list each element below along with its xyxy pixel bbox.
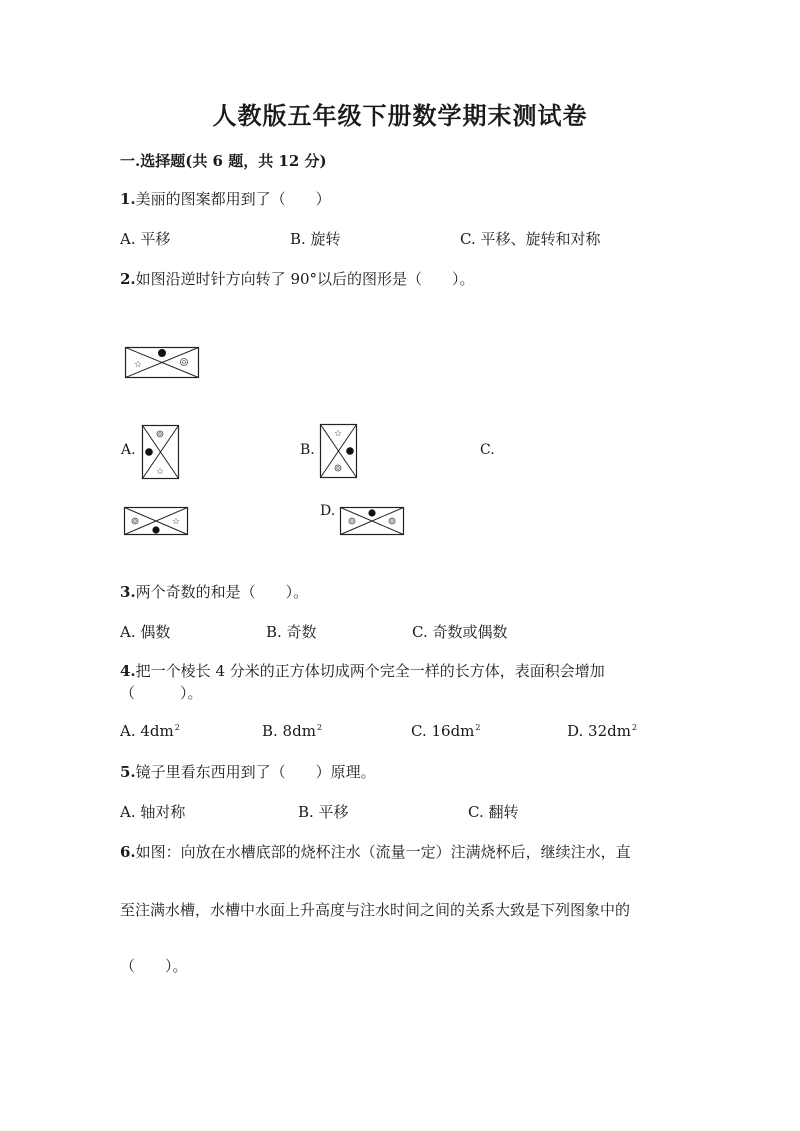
question-number: 5. bbox=[120, 763, 136, 781]
q5-option-c: C. 翻转 bbox=[468, 803, 519, 821]
q2-option-c-label: C. bbox=[480, 442, 495, 458]
q4-option-d: D. $32dm^2$ bbox=[567, 722, 638, 740]
unit-superscript: 2 bbox=[631, 723, 638, 732]
dotted-circle-icon bbox=[181, 359, 188, 366]
star-icon: ☆ bbox=[156, 467, 165, 477]
dotted-circle-icon bbox=[132, 518, 138, 524]
question-6-line-3: （ ）。 bbox=[120, 957, 188, 975]
q3-option-c: C. 奇数或偶数 bbox=[412, 623, 508, 641]
star-icon: ☆ bbox=[134, 360, 143, 370]
q4-option-a: A. $4dm^2$ bbox=[120, 722, 180, 740]
question-6 bbox=[120, 841, 631, 862]
q4-option-b: B. $8dm^2$ bbox=[262, 722, 323, 740]
dotted-circle-icon bbox=[389, 518, 395, 524]
section-heading: 一.选择题(共 6 题，共 12 分) bbox=[120, 152, 327, 170]
question-number: 6. bbox=[120, 843, 136, 861]
question-number: 1. bbox=[120, 190, 136, 208]
question-2 bbox=[120, 268, 475, 289]
question-number: 3. bbox=[120, 583, 136, 601]
q2-option-b-label: B. bbox=[300, 442, 315, 458]
dotted-circle-icon bbox=[349, 518, 355, 524]
black-dot-icon bbox=[152, 526, 159, 533]
q2-option-d-figure bbox=[340, 507, 404, 535]
star-icon: ☆ bbox=[172, 517, 181, 527]
q5-option-b: B. 平移 bbox=[298, 803, 349, 821]
dotted-circle-icon bbox=[157, 431, 163, 437]
q2-option-b-figure bbox=[320, 424, 357, 478]
page-title: 人教版五年级下册数学期末测试卷 bbox=[212, 101, 588, 130]
q2-option-a-label: A. bbox=[121, 442, 136, 458]
question-5 bbox=[120, 761, 376, 782]
black-dot-icon bbox=[368, 509, 375, 516]
black-dot-icon bbox=[158, 349, 166, 357]
original-shape-figure bbox=[125, 347, 199, 378]
unit-superscript: 2 bbox=[174, 723, 180, 732]
black-dot-icon bbox=[145, 448, 153, 456]
black-dot-icon bbox=[346, 447, 354, 455]
question-text: 美丽的图案都用到了（ ） bbox=[135, 190, 331, 208]
question-3 bbox=[120, 581, 308, 602]
q1-option-a: A. 平移 bbox=[120, 230, 171, 248]
question-text: 两个奇数的和是（ ）。 bbox=[135, 583, 309, 601]
q4-option-c: C. $16dm^2$ bbox=[411, 722, 481, 740]
q3-option-a: A. 偶数 bbox=[120, 623, 171, 641]
q2-option-c-figure bbox=[124, 507, 188, 535]
star-icon: ☆ bbox=[334, 429, 343, 439]
question-text: 如图沿逆时针方向转了 90°以后的图形是（ ）。 bbox=[135, 270, 475, 288]
unit-superscript: 2 bbox=[475, 723, 481, 732]
question-4 bbox=[120, 660, 605, 681]
question-4-continued: （ ）。 bbox=[120, 684, 203, 702]
question-1 bbox=[120, 188, 331, 209]
q3-option-b: B. 奇数 bbox=[266, 623, 317, 641]
q2-option-a-figure bbox=[142, 425, 179, 479]
q1-option-b: B. 旋转 bbox=[290, 230, 341, 248]
q1-option-c: C. 平移、旋转和对称 bbox=[460, 230, 601, 248]
q5-option-a: A. 轴对称 bbox=[120, 803, 186, 821]
question-number: 4. bbox=[120, 662, 136, 680]
question-text: 把一个棱长 4 分米的正方体切成两个完全一样的长方体，表面积会增加 bbox=[135, 662, 605, 680]
question-number: 2. bbox=[120, 270, 136, 288]
dotted-circle-icon bbox=[335, 465, 341, 471]
q2-option-d-label: D. bbox=[320, 503, 336, 519]
unit-superscript: 2 bbox=[316, 723, 323, 732]
question-6-line-2: 至注满水槽，水槽中水面上升高度与注水时间之间的关系大致是下列图象中的 bbox=[120, 901, 631, 919]
question-text: 如图：向放在水槽底部的烧杯注水（流量一定）注满烧杯后，继续注水，直 bbox=[135, 843, 631, 861]
question-text: 镜子里看东西用到了（ ）原理。 bbox=[135, 763, 376, 781]
